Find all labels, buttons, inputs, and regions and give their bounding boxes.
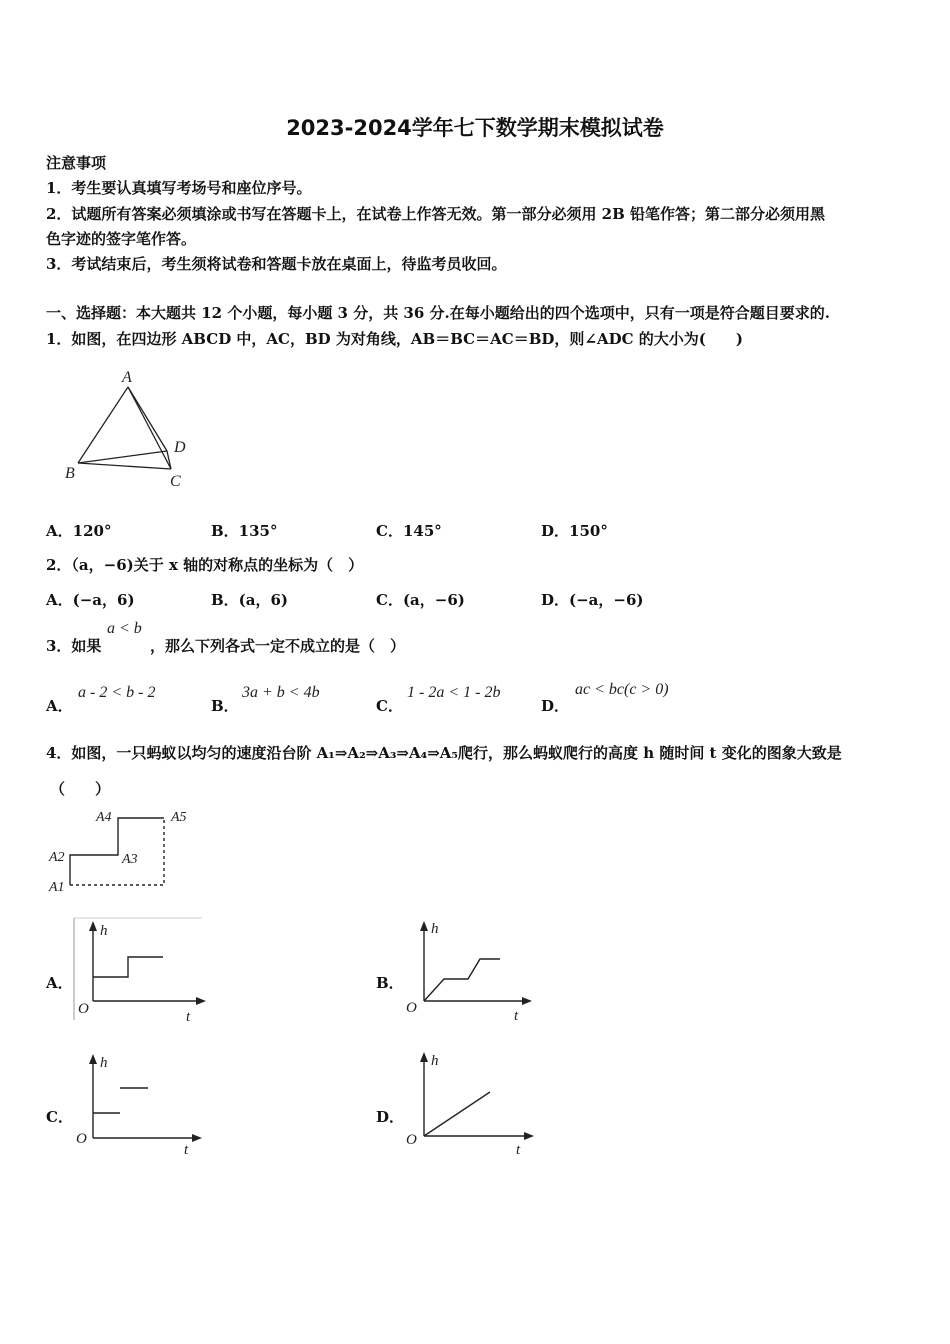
q4-graph-c [70,1048,210,1158]
graph-a-x-label: t [186,1009,191,1025]
graph-b-x-label: t [514,1008,519,1024]
q2-option-d: D．(−a，−6) [541,591,644,609]
stair-label-a4: A4 [96,810,112,825]
q4-option-a-letter: A． [46,974,73,992]
q2-option-b: B．(a，6) [211,591,289,609]
q3-condition: a < b [107,620,142,637]
q4-stem: 4．如图，一只蚂蚁以均匀的速度沿台阶 A₁⇒A₂⇒A₃⇒A₄⇒A₅爬行，那么蚂蚁爬行的高度 h 随时间 t 变化的图象大致是 [46,744,842,762]
q1-stem: 1．如图，在四边形 ABCD 中，AC，BD 为对角线，AB＝BC＝AC＝BD，则∠ADC 的大小为( ) [46,330,743,348]
page-title: 2023-2024学年七下数学期末模拟试卷 [286,116,664,140]
q1-option-b: B．135° [211,522,278,540]
graph-a-y-label: h [100,923,108,939]
q1-label-b: B [65,465,75,482]
q4-graph-d [400,1048,540,1158]
q3-option-a-letter: A． [46,697,73,715]
q1-label-d: D [174,439,186,456]
graph-c-x-label: t [184,1142,189,1158]
q4-staircase-figure [46,805,196,897]
q4-graph-a [70,915,210,1025]
graph-a-origin: O [78,1001,89,1017]
stair-label-a1: A1 [49,880,65,895]
q3-option-b-letter: B． [211,697,239,715]
stair-label-a2: A2 [49,850,65,865]
q3-option-b-expr: 3a + b < 4b [242,684,320,701]
q3-option-d-letter: D． [541,697,570,715]
graph-b-y-label: h [431,921,439,937]
section-heading: 一、选择题：本大题共 12 个小题，每小题 3 分，共 36 分.在每小题给出的四个选项中，只有一项是符合题目要求的. [46,304,830,322]
graph-d-origin: O [406,1132,417,1148]
q1-option-a: A．120° [46,522,112,540]
q4-graph-b [400,915,540,1025]
q4-option-c-letter: C． [46,1108,73,1126]
q2-option-a: A．(−a，6) [46,591,135,609]
q3-option-c-letter: C． [376,697,403,715]
graph-c-y-label: h [100,1055,108,1071]
q3-stem-suffix: ，那么下列各式一定不成立的是（ ） [150,637,406,655]
graph-b-origin: O [406,1000,417,1016]
q1-label-c: C [170,473,181,490]
q2-option-c: C．(a，−6) [376,591,465,609]
notice-item-2-cont: 色字迹的签字笔作答。 [46,230,197,248]
notice-item-3: 3．考试结束后，考生须将试卷和答题卡放在桌面上，待监考员收回。 [46,255,507,273]
q4-option-b-letter: B． [376,974,404,992]
q3-option-a-expr: a - 2 < b - 2 [78,684,156,701]
q1-option-d: D．150° [541,522,608,540]
notice-item-2: 2．试题所有答案必须填涂或书写在答题卡上，在试卷上作答无效。第一部分必须用 2B 铅笔作答；第二部分必须用黑 [46,205,826,223]
stair-label-a3: A3 [122,852,138,867]
q3-option-c-expr: 1 - 2a < 1 - 2b [407,684,501,701]
graph-d-x-label: t [516,1142,521,1158]
graph-c-origin: O [76,1131,87,1147]
notice-heading: 注意事项 [46,154,107,172]
q2-stem: 2．（a，−6)关于 x 轴的对称点的坐标为（ ） [46,556,364,574]
q3-option-d-expr: ac < bc(c > 0) [575,681,669,698]
q1-quadrilateral-figure [60,366,200,490]
notice-item-1: 1．考生要认真填写考场号和座位序号。 [46,179,312,197]
q1-label-a: A [122,369,132,386]
q4-option-d-letter: D． [376,1108,405,1126]
q3-stem-prefix: 3．如果 [46,637,102,655]
q1-option-c: C．145° [376,522,442,540]
q4-stem-paren: （ ） [50,780,111,798]
graph-d-y-label: h [431,1053,439,1069]
stair-label-a5: A5 [171,810,187,825]
